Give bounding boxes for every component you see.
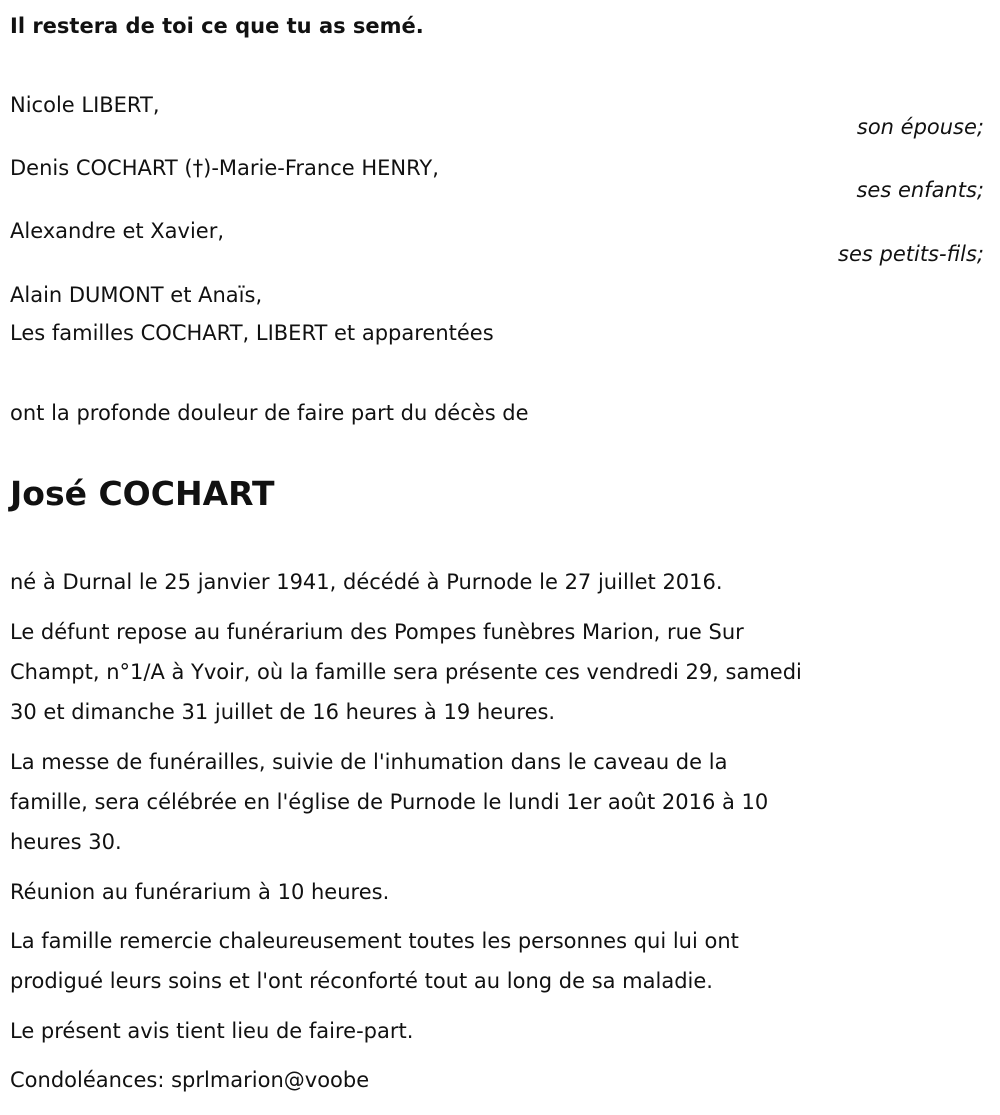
family-relation: ses enfants; <box>856 178 984 202</box>
text-line: né à Durnal le 25 janvier 1941, décédé à Purnode le 27 juillet 2016. <box>10 570 723 594</box>
paragraph-mass <box>10 742 995 862</box>
text-line: Le présent avis tient lieu de faire-part. <box>10 1019 414 1043</box>
paragraph-funerarium <box>10 612 995 732</box>
family-member-names: Denis COCHART (†)-Marie-France HENRY, <box>10 156 439 180</box>
text-line: Condoléances: sprlmarion@voobe <box>10 1068 370 1092</box>
family-member-names: Alexandre et Xavier, <box>10 219 225 243</box>
text-line: prodigué leurs soins et l'ont réconforté tout au long de sa maladie. <box>10 969 713 993</box>
family-member-names: Nicole LIBERT, <box>10 93 160 117</box>
text-line: Champt, n°1/A à Yvoir, où la famille sera présente ces vendredi 29, samedi <box>10 660 802 684</box>
deceased-name: José COCHART <box>10 474 275 513</box>
motto-heading: Il restera de toi ce que tu as semé. <box>10 14 424 38</box>
family-member-names: Alain DUMONT et Anaïs, <box>10 283 263 307</box>
family-relation: son épouse; <box>856 115 984 139</box>
text-line: heures 30. <box>10 830 122 854</box>
paragraph-gathering <box>10 872 995 912</box>
paragraph-condolences <box>10 1060 995 1100</box>
paragraph-notice <box>10 1011 995 1051</box>
text-line: Le défunt repose au funérarium des Pompes funèbres Marion, rue Sur <box>10 620 744 644</box>
text-line: Réunion au funérarium à 10 heures. <box>10 880 390 904</box>
announcement-text: ont la profonde douleur de faire part du décès de <box>10 401 529 425</box>
text-line: 30 et dimanche 31 juillet de 16 heures à 19 heures. <box>10 700 556 724</box>
text-line: La famille remercie chaleureusement toutes les personnes qui lui ont <box>10 929 739 953</box>
text-line: La messe de funérailles, suivie de l'inhumation dans le caveau de la <box>10 750 728 774</box>
family-relation: ses petits-fils; <box>838 242 984 266</box>
family-member-names: Les familles COCHART, LIBERT et apparentées <box>10 321 494 345</box>
paragraph-birth-death <box>10 562 995 602</box>
paragraph-thanks <box>10 921 995 1001</box>
text-line: famille, sera célébrée en l'église de Purnode le lundi 1er août 2016 à 10 <box>10 790 769 814</box>
